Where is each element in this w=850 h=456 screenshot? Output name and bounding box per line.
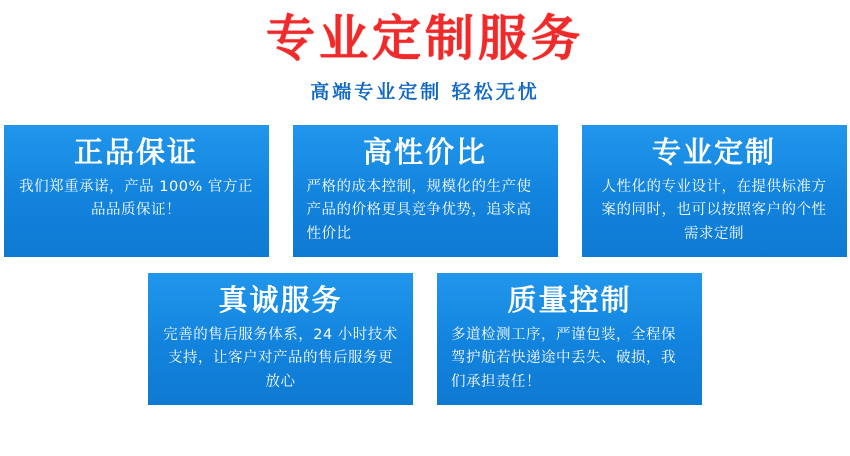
page-title: 专业定制服务 bbox=[265, 10, 584, 67]
card-description: 多道检测工序，严谨包装，全程保驾护航若快递途中丢失、破损，我们承担责任！ bbox=[451, 326, 676, 390]
card-description: 我们郑重承诺，产品 100% 官方正品品质保证！ bbox=[19, 178, 253, 219]
feature-cards-top-row bbox=[0, 125, 850, 257]
feature-card-genuine bbox=[4, 125, 269, 257]
feature-cards-bottom-row bbox=[0, 273, 850, 405]
feature-card-value bbox=[293, 125, 558, 257]
card-title: 高性价比 bbox=[362, 134, 487, 169]
feature-card-customization bbox=[582, 125, 847, 257]
card-description: 严格的成本控制，规模化的生产使产品的价格更具竞争优势，追求高性价比 bbox=[306, 178, 532, 242]
card-title: 真诚服务 bbox=[218, 282, 343, 317]
banner-header bbox=[0, 0, 850, 104]
card-description: 人性化的专业设计，在提供标准方案的同时，也可以按照客户的个性需求定制 bbox=[601, 178, 827, 242]
card-title: 正品保证 bbox=[73, 134, 198, 169]
card-description: 完善的售后服务体系，24 小时技术支持，让客户对产品的售后服务更放心 bbox=[163, 326, 398, 390]
feature-card-quality bbox=[437, 273, 702, 405]
page-subtitle: 高端专业定制 轻松无忧 bbox=[310, 80, 540, 103]
feature-card-service bbox=[148, 273, 413, 405]
card-title: 质量控制 bbox=[507, 282, 632, 317]
card-title: 专业定制 bbox=[651, 134, 776, 169]
